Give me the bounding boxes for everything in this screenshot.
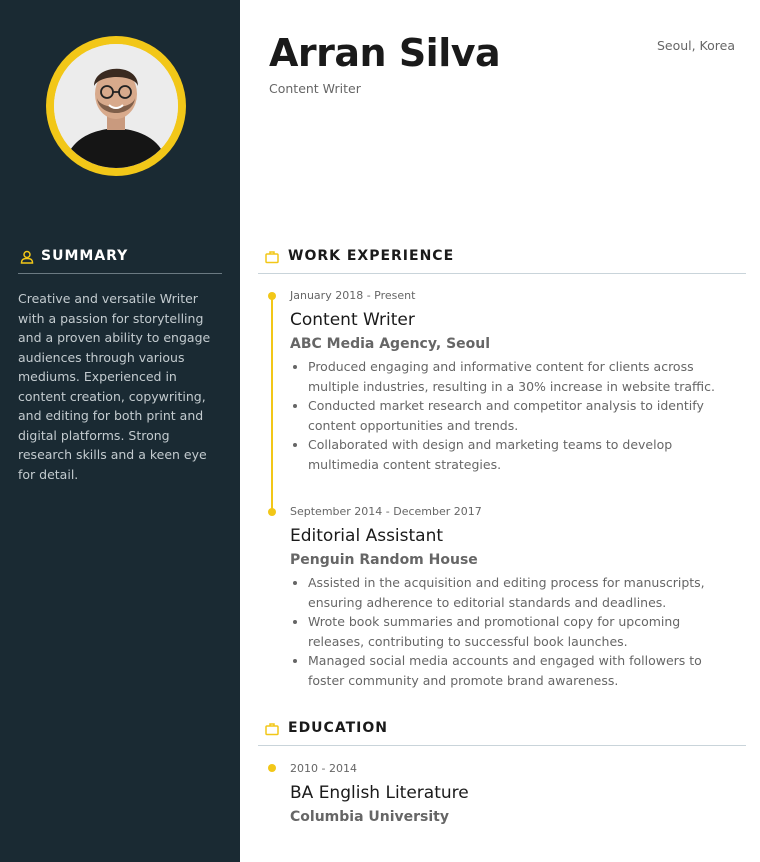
list-item: • Managed social media accounts and engaged with followers to foster community and promote brand awareness. [308,651,740,690]
page-title: Arran Silva [269,31,501,75]
avatar-illustration [54,44,178,168]
job-company: Penguin Random House [290,552,478,568]
job-dates: September 2014 - December 2017 [290,505,482,518]
education-heading-label: EDUCATION [288,720,388,736]
education-school: Columbia University [290,809,449,825]
briefcase-icon [265,249,279,268]
job-title: Content Writer [290,310,415,330]
timeline-dot [268,508,276,516]
location: Seoul, Korea [656,38,735,53]
list-item: • Collaborated with design and marketing teams to develop multimedia content strategies. [308,435,740,474]
education-degree: BA English Literature [290,783,469,803]
list-item: • Produced engaging and informative content for clients across multiple industries, resulting in a 30% increase in website traffic. [308,357,740,396]
summary-heading [18,247,222,274]
education-dates: 2010 - 2014 [290,762,357,775]
user-icon [20,249,34,268]
education-entry [290,762,740,826]
job-bullets [290,357,740,474]
job-company: ABC Media Agency, Seoul [290,336,491,352]
job-dates: January 2018 - Present [290,289,416,302]
job-title: Editorial Assistant [290,526,444,546]
list-item: • Conducted market research and competitor analysis to identify content opportunities and trends. [308,396,740,435]
timeline-line [271,296,273,512]
avatar [54,44,178,168]
briefcase-icon [265,721,279,740]
education-heading [258,719,746,746]
summary-text: Creative and versatile Writer with a passion for storytelling and a proven ability to engage audiences through various mediums. Experienced in content creation, copywriting, and editing for both print and digital platforms. Strong research skills and a keen eye for detail. [18,291,211,482]
work-experience-heading-label: WORK EXPERIENCE [288,248,455,264]
sidebar [0,0,240,862]
work-experience-heading [258,247,746,274]
job-entry [290,505,740,690]
job-bullets [290,573,740,690]
job-entry [290,289,740,474]
avatar-ring [46,36,186,176]
job-role: Content Writer [269,81,361,96]
timeline-dot [268,764,276,772]
list-item: • Assisted in the acquisition and editing process for manuscripts, ensuring adherence to editorial standards and deadlines. [308,573,740,612]
list-item: • Wrote book summaries and promotional copy for upcoming releases, contributing to successful book launches. [308,612,740,651]
timeline-dot [268,292,276,300]
summary-heading-label: SUMMARY [41,248,129,264]
